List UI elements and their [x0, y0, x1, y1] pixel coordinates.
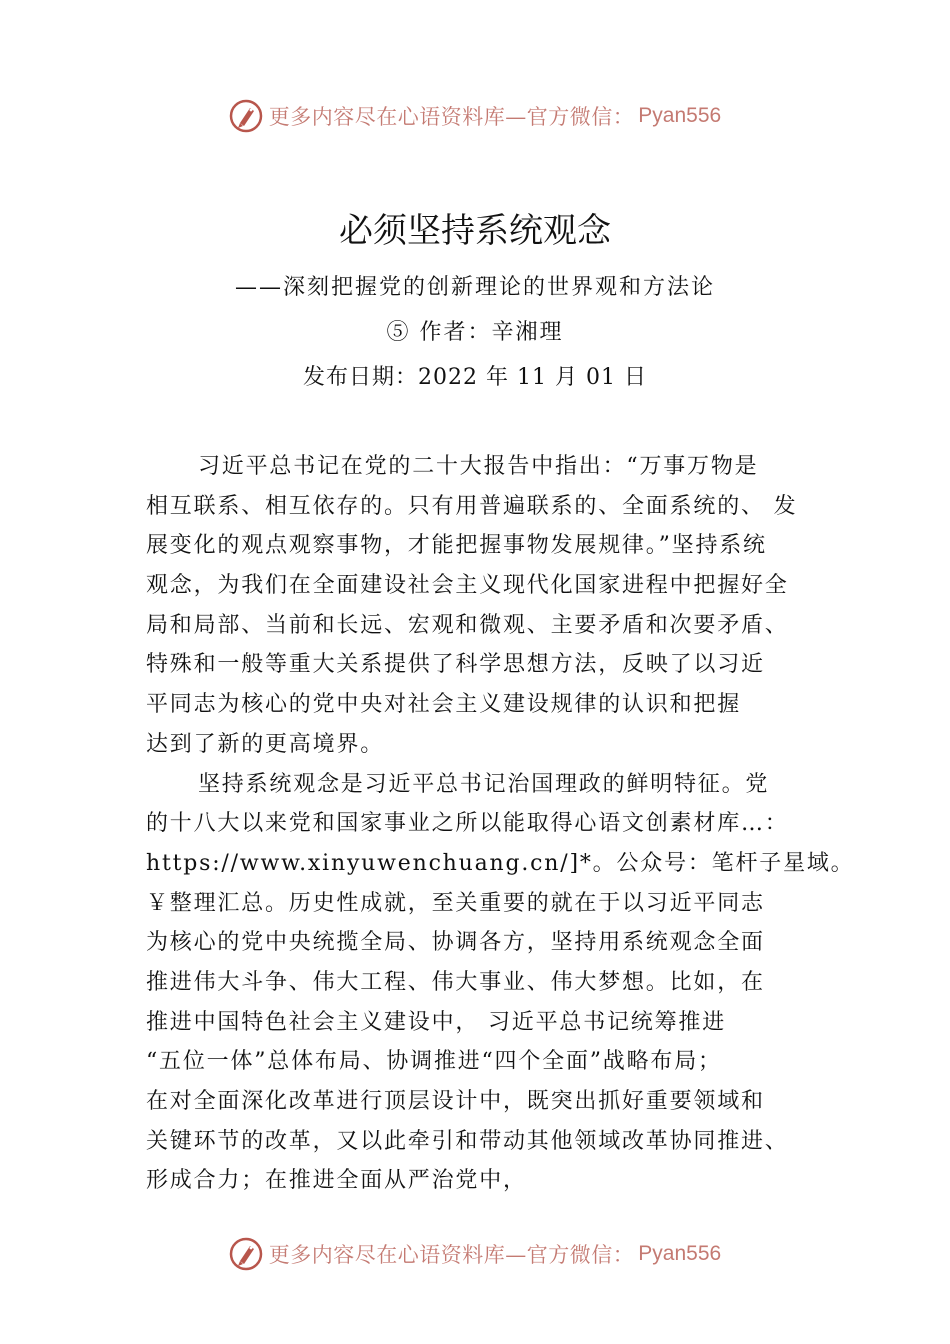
pen-nib-seal-icon — [229, 1237, 263, 1271]
watermark-text: 更多内容尽在心语资料库—官方微信： — [268, 1243, 635, 1267]
body-line: 形成合力；在推进全面从严治党中， — [146, 1168, 527, 1194]
body-line: 习近平总书记在党的二十大报告中指出：“万事万物是 — [198, 454, 759, 479]
body-line: 关键环节的改革，又以此牵引和带动其他领域改革协同推进、 — [146, 1128, 789, 1154]
body-line: 在对全面深化改革进行顶层设计中，既突出抓好重要领域和 — [146, 1089, 765, 1114]
wechat-id: Pyan556 — [638, 104, 722, 127]
body-line: 坚持系统观念是习近平总书记治国理政的鲜明特征。党 — [198, 771, 770, 797]
body-line: 特殊和一般等重大关系提供了科学思想方法，反映了以习近 — [146, 652, 765, 678]
footer-watermark-banner — [0, 1234, 950, 1274]
document-subtitle: ——深刻把握党的创新理论的世界观和方法论 — [234, 275, 715, 300]
document-title: 必须坚持系统观念 — [339, 211, 611, 251]
body-line: 达到了新的更高境界。 — [146, 731, 385, 757]
pen-nib-seal-icon — [229, 99, 263, 133]
watermark-text: 更多内容尽在心语资料库—官方微信： — [268, 105, 635, 129]
body-line: 推进中国特色社会主义建设中， 习近平总书记统筹推进 — [146, 1009, 726, 1035]
author-line: ⑤ 作者：辛湘理 — [386, 320, 564, 345]
body-line: “五位一体”总体布局、协调推进“四个全面”战略布局； — [146, 1049, 722, 1075]
header-watermark-banner — [0, 96, 950, 136]
body-line: 观念，为我们在全面建设社会主义现代化国家进程中把握好全 — [146, 573, 789, 599]
body-line: 平同志为核心的党中央对社会主义建设规律的认识和把握 — [146, 692, 742, 718]
publish-date: 发布日期：2022 年 11 月 01 日 — [303, 365, 647, 390]
body-line: 为核心的党中央统揽全局、协调各方，坚持用系统观念全面 — [146, 930, 765, 956]
wechat-id: Pyan556 — [638, 1242, 722, 1265]
body-line: 相互联系、相互依存的。只有用普遍联系的、全面系统的、 发 — [146, 493, 798, 519]
body-line: ￥整理汇总。历史性成就，至关重要的就在于以习近平同志 — [146, 890, 765, 916]
body-line: 展变化的观点观察事物，才能把握事物发展规律。”坚持系统 — [146, 533, 767, 559]
body-line: 推进伟大斗争、伟大工程、伟大事业、伟大梦想。比如，在 — [146, 969, 765, 995]
article-body — [146, 447, 855, 1201]
body-line: 的十八大以来党和国家事业之所以能取得心语文创素材库…： — [146, 811, 789, 837]
body-line: https://www.xinyuwenchuang.cn/]*。公众号：笔杆子星域。 — [146, 850, 855, 876]
body-line: 局和局部、当前和长远、宏观和微观、主要矛盾和次要矛盾、 — [146, 612, 789, 638]
